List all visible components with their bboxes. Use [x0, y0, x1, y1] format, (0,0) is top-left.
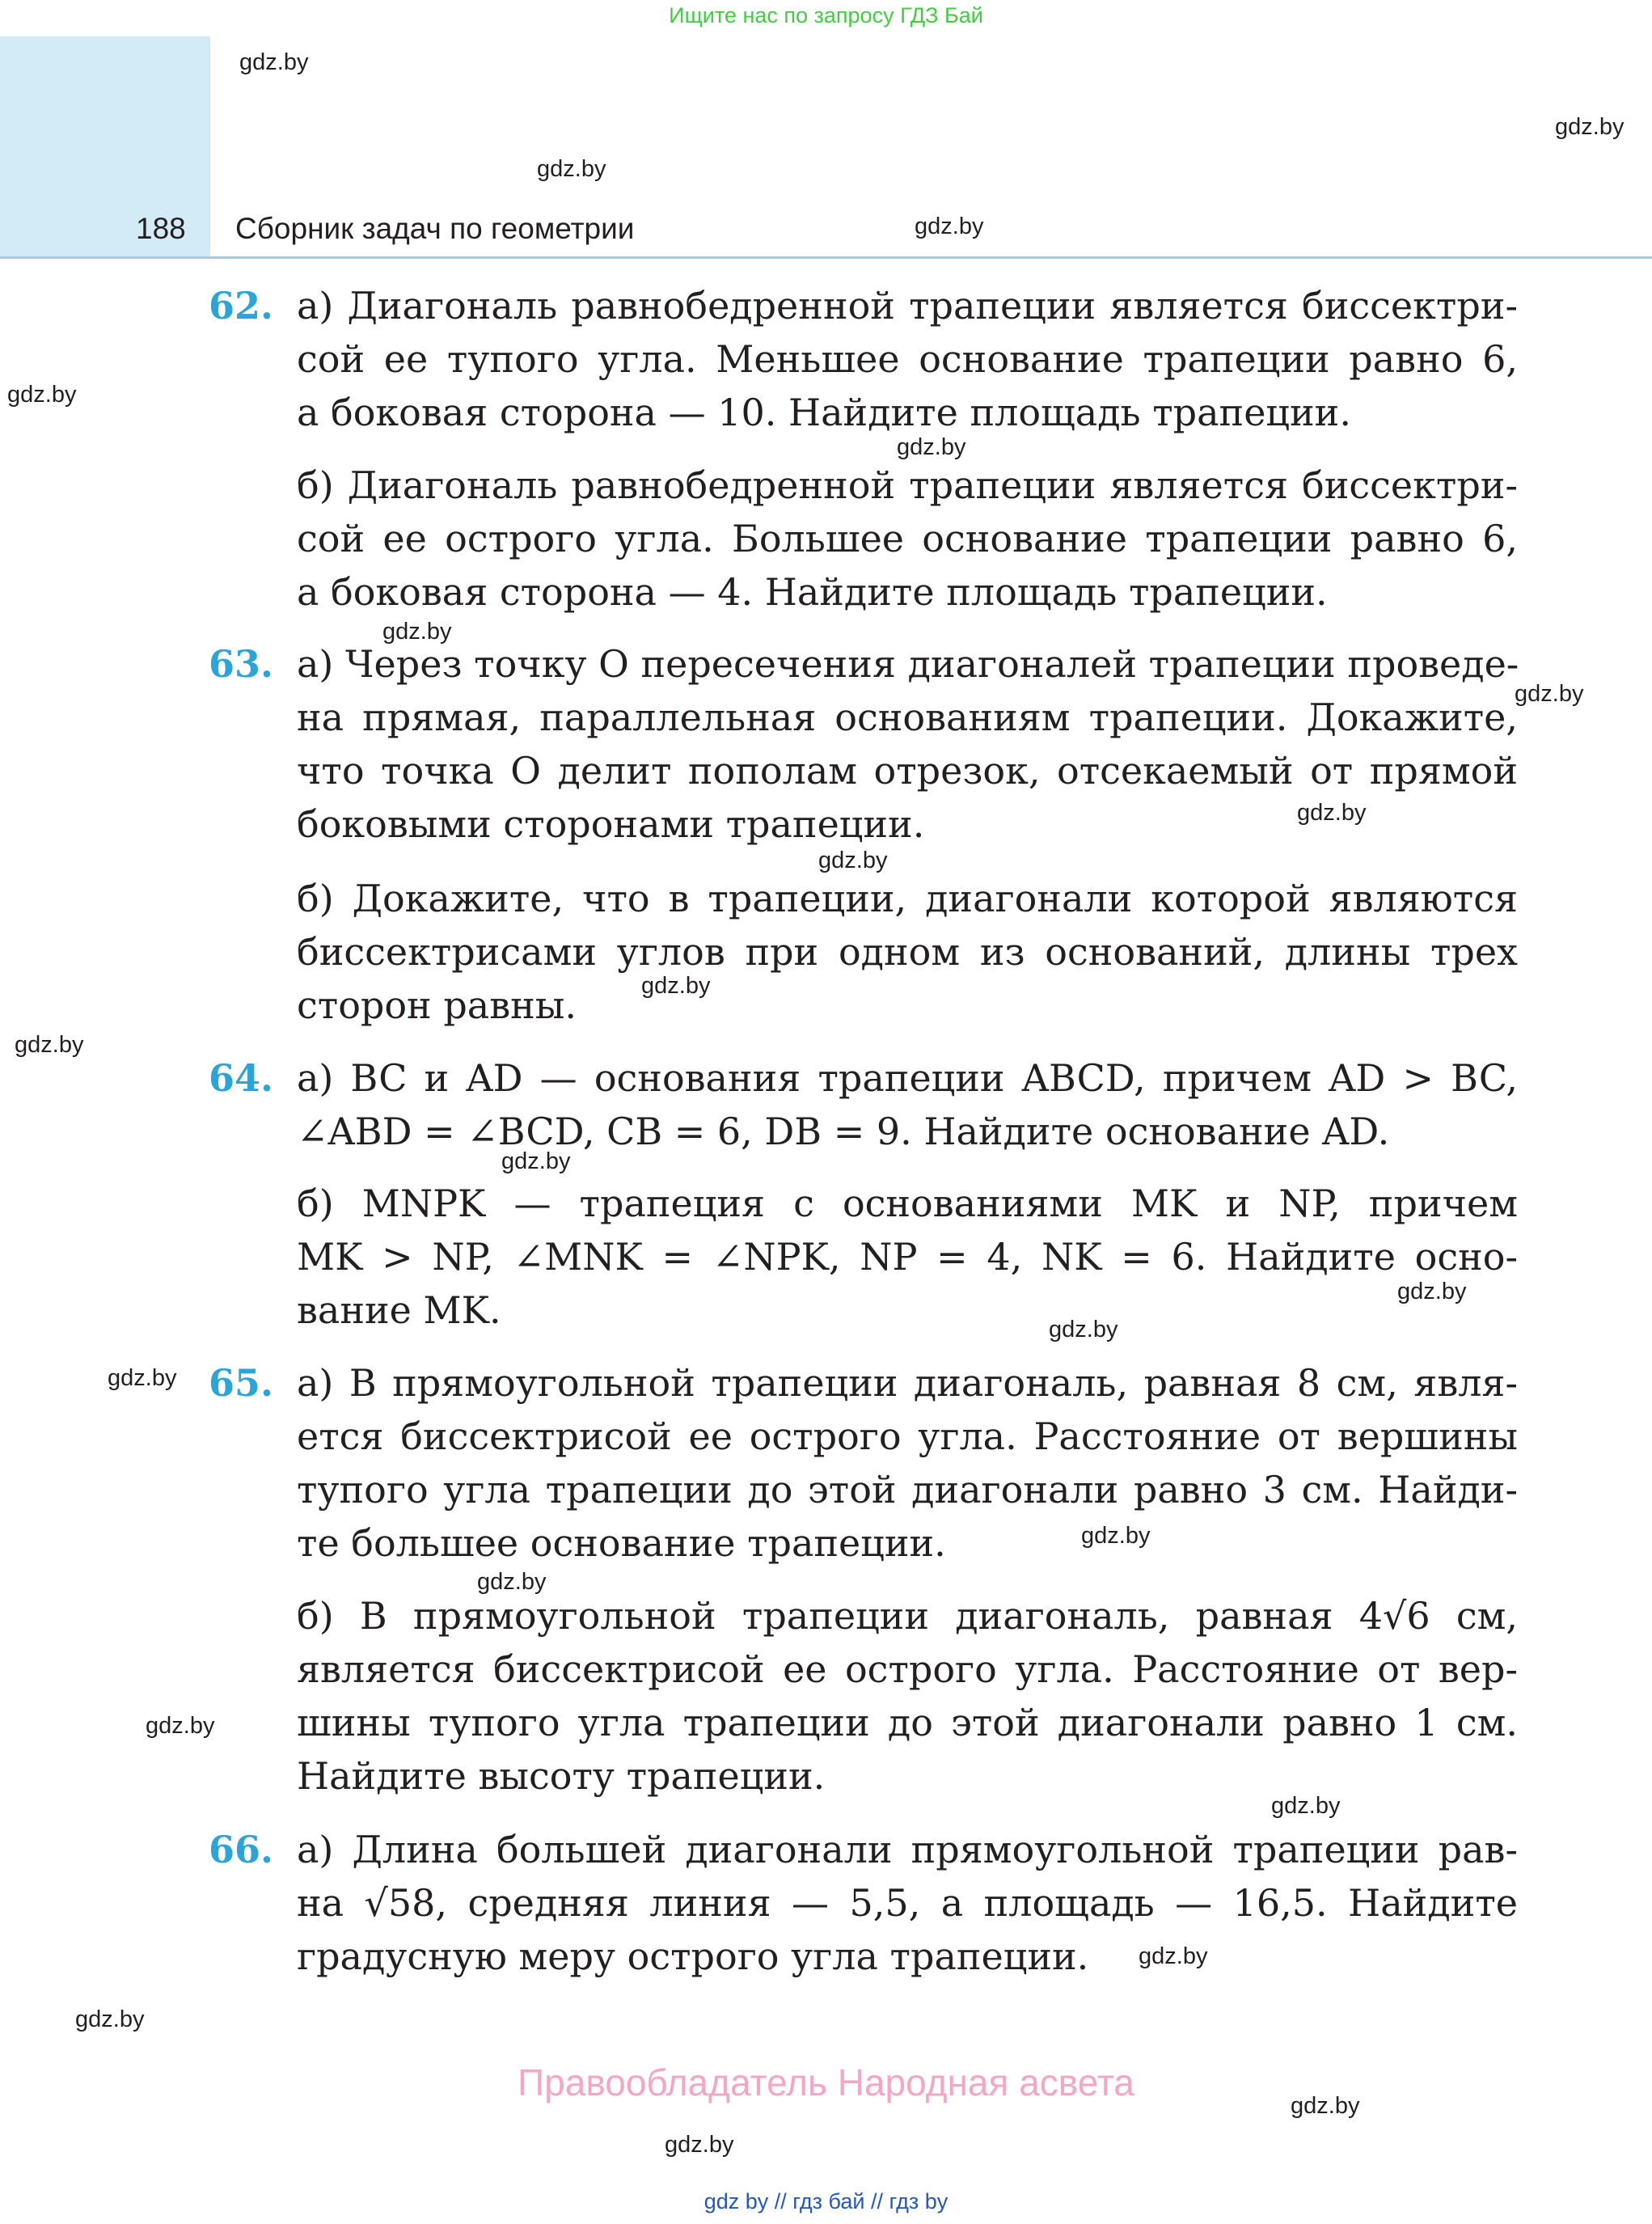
problem-part-b [297, 1177, 1518, 1337]
text-line: а) Длина большей диагонали прямоугольной трапеции рав- [297, 1828, 1518, 1871]
watermark: gdz.by [1397, 1279, 1467, 1304]
text-line: б) Диагональ равнобедренной трапеции является биссектри- [297, 463, 1518, 507]
watermark: gdz.by [1291, 2093, 1360, 2119]
watermark: gdz.by [641, 973, 711, 999]
text-line: биссектрисами углов при одном из оснований, длины трех [297, 930, 1518, 974]
watermark: gdz.by [915, 214, 984, 239]
problem-part-a [297, 1356, 1518, 1570]
watermark: gdz.by [537, 156, 606, 182]
text-line: б) MNPK — трапеция с основаниями MK и NP, причем [297, 1182, 1518, 1225]
watermark: gdz.by [1271, 1793, 1341, 1819]
text-line: а боковая сторона — 10. Найдите площадь трапеции. [297, 391, 1351, 434]
watermark: gdz.by [1555, 114, 1625, 140]
text-line: вание MK. [297, 1288, 501, 1332]
problem-part-a [297, 279, 1518, 439]
running-title: Сборник задач по геометрии [235, 212, 635, 245]
text-line: сой ее острого угла. Большее основание трапеции равно 6, [297, 517, 1518, 560]
watermark: gdz.by [818, 848, 888, 873]
text-line: на прямая, параллельная основаниям трапеции. Докажите, [297, 696, 1518, 739]
watermark: gdz.by [1297, 800, 1367, 826]
text-line: б) В прямоугольной трапеции диагональ, равная 4√6 см, [297, 1594, 1518, 1638]
text-line: а) Диагональ равнобедренной трапеции является биссектри- [297, 284, 1518, 328]
text-line: сторон равны. [297, 983, 577, 1027]
text-line: боковыми сторонами трапеции. [297, 802, 925, 846]
text-line: ∠ABD = ∠BCD, CB = 6, DB = 9. Найдите основание AD. [297, 1110, 1390, 1153]
text-line: б) Докажите, что в трапеции, диагонали которой являются [297, 877, 1518, 920]
text-line: сой ее тупого угла. Меньшее основание трапеции равно 6, [297, 337, 1518, 381]
problem-number: 65. [209, 1361, 274, 1405]
text-line: MK > NP, ∠MNK = ∠NPK, NP = 4, NK = 6. Найдите осно- [297, 1235, 1518, 1279]
watermark: gdz.by [1049, 1317, 1118, 1342]
watermark: gdz.by [108, 1365, 177, 1391]
watermark: gdz.by [477, 1569, 547, 1595]
header-divider [0, 256, 1652, 259]
watermark: gdz.by [1515, 681, 1584, 707]
watermark: gdz.by [382, 619, 452, 645]
problem-number: 63. [209, 642, 274, 686]
text-line: Найдите высоту трапеции. [297, 1754, 826, 1798]
watermark: gdz.by [665, 2132, 734, 2158]
text-line: а) BC и AD — основания трапеции ABCD, причем AD > BC, [297, 1056, 1518, 1100]
problem-part-b [297, 1589, 1518, 1803]
watermark: gdz.by [15, 1032, 84, 1058]
text-line: шины тупого угла трапеции до этой диагонали равно 1 см. [297, 1701, 1518, 1744]
footer-links[interactable]: gdz by // гдз бай // гдз by [703, 2189, 949, 2213]
text-line: тупого угла трапеции до этой диагонали равно 3 см. Найди- [297, 1468, 1518, 1512]
problem-number: 62. [209, 284, 274, 328]
text-line: градусную меру острого угла трапеции. [297, 1934, 1089, 1978]
text-line: что точка O делит пополам отрезок, отсекаемый от прямой [297, 749, 1518, 793]
text-line: те большее основание трапеции. [297, 1521, 946, 1565]
text-line: а) Через точку O пересечения диагоналей трапеции проведе- [297, 642, 1519, 686]
problem-part-b [297, 459, 1518, 619]
watermark: gdz.by [501, 1148, 571, 1174]
problem-part-a [297, 1823, 1518, 1983]
watermark: gdz.by [239, 49, 309, 75]
page-number: 188 [136, 212, 186, 245]
problem-number: 64. [209, 1056, 274, 1100]
text-line: на √58, средняя линия — 5,5, а площадь — 16,5. Найдите [297, 1881, 1518, 1925]
watermark: gdz.by [1139, 1943, 1208, 1969]
watermark: gdz.by [7, 382, 77, 408]
watermark: gdz.by [897, 434, 966, 460]
problem-part-a [297, 1051, 1518, 1158]
watermark: gdz.by [146, 1713, 215, 1739]
text-line: ется биссектрисой ее острого угла. Расстояние от вершины [297, 1414, 1518, 1458]
top-banner[interactable]: Ищите нас по запросу ГДЗ Бай [669, 3, 983, 27]
problem-number: 66. [209, 1828, 274, 1871]
text-line: а боковая сторона — 4. Найдите площадь трапеции. [297, 570, 1328, 614]
watermark: gdz.by [75, 2006, 145, 2032]
watermark: gdz.by [1081, 1523, 1151, 1549]
text-line: а) В прямоугольной трапеции диагональ, равная 8 см, явля- [297, 1361, 1518, 1405]
problem-part-b [297, 872, 1518, 1032]
copyright-notice: Правообладатель Народная асвета [518, 2061, 1134, 2103]
text-line: является биссектрисой ее острого угла. Расстояние от вер- [297, 1647, 1518, 1691]
